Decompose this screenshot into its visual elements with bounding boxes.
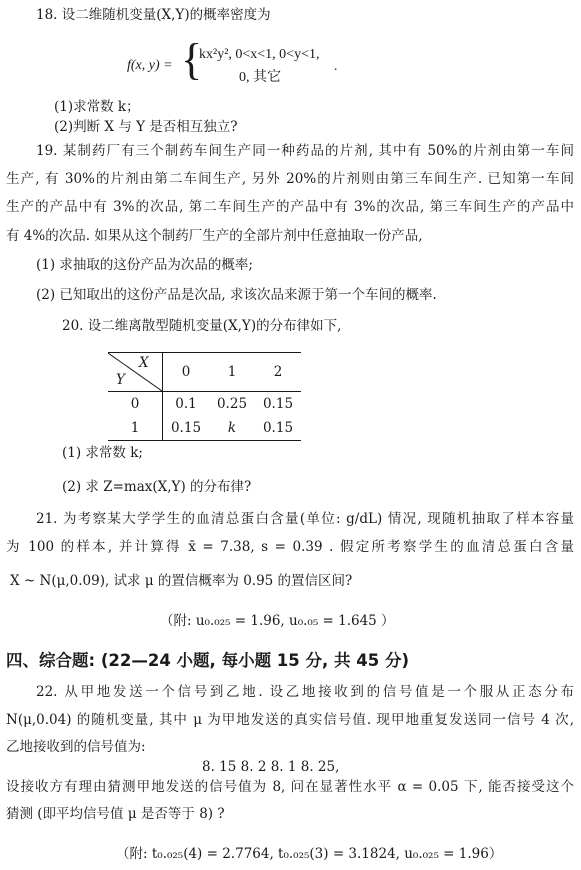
q21-line1: 21. 为考察某大学学生的血清总蛋白含量(单位: g/dL) 情况, 现随机抽取了样本容量 [36,511,574,527]
y-value-1: 1 [108,416,163,441]
q18-title: 18. 设二维随机变量(X,Y)的概率密度为 [36,7,271,23]
section-heading: 四、综合题: (22—24 小题, 每小题 15 分, 共 45 分) [6,651,410,670]
q18-part1: (1)求常数 k； [54,99,140,115]
q20-part1: (1) 求常数 k; [62,445,143,461]
q22-line1: 22. 从甲地发送一个信号到乙地. 设乙地接收到的信号值是一个服从正态分布 [36,684,574,700]
table-cell: 0.15 [262,396,294,412]
table-cell: 0.15 [163,416,210,441]
table-row [108,416,301,441]
table-corner-cell [108,353,163,392]
q19-line1: 19. 某制药厂有三个制药车间生产同一种药品的片剂, 其中有 50%的片剂由第一车间 [36,143,574,159]
table-cell: k [209,416,255,441]
table-row [108,392,301,417]
q19-part2: (2) 已知取出的这份产品是次品, 求该次品来源于第一个车间的概率. [36,287,437,303]
q19-line3: 生产的产品中有 3%的次品, 第二车间生产的产品中有 3%的次品, 第三车间生产的产品中 [6,199,574,215]
x-value-0: 0 [163,353,210,392]
q18-fx: f(x, y) = [127,58,173,73]
q18-part2: (2)判断 X 与 Y 是否相互独立? [54,119,238,135]
q18-brace: { [181,35,203,84]
q22-values: 8. 15 8. 2 8. 1 8. 25, [202,759,340,775]
corner-x-label: X [139,355,149,371]
q22-note: （附: t₀.₀₂₅(4) = 2.7764, t₀.₀₂₅(3) = 3.1824, u₀.₀₂₅ = 1.96） [116,846,503,862]
q22-line4: 设接收方有理由猜测甲地发送的信号值为 8, 问在显著性水平 α = 0.05 下, 能否接受这个 [6,779,574,795]
table-cell: 0.1 [175,396,197,412]
q21-line3: X ~ N(μ,0.09), 试求 μ 的置信概率为 0.95 的置信区间? [10,573,353,589]
distribution-table [108,352,301,441]
q19-line4: 有 4%的次品. 如果从这个制药厂生产的全部片剂中任意抽取一份产品, [6,228,423,244]
q22-line3: 乙地接收到的信号值为: [6,739,146,755]
x-value-2: 2 [255,353,301,392]
q22-line2: N(μ,0.04) 的随机变量, 其中 μ 为甲地发送的真实信号值. 现甲地重复发送同一信号 4 次, [6,712,574,728]
q22-line5: 猜测 (即平均信号值 μ 是否等于 8) ? [6,806,225,822]
q19-line2: 生产, 有 30%的片剂由第二车间生产, 另外 20%的片剂则由第三车间生产. 已知第一车间 [6,171,574,187]
y-value-0: 0 [108,392,163,417]
q18-dot: . [334,58,338,73]
table-cell: 0.15 [255,416,301,441]
table-cell: 0.25 [216,396,248,412]
table-header-row [108,353,301,392]
corner-y-label: Y [116,372,125,388]
q21-line2: 为 100 的样本, 并计算得 x̄ = 7.38, s = 0.39 . 假定所考察学生的血清总蛋白含量 [6,539,574,555]
q18-case1: kx²y², 0<x<1, 0<y<1, [199,47,320,62]
q20-part2: (2) 求 Z=max(X,Y) 的分布律? [62,479,252,495]
x-value-1: 1 [209,353,255,392]
q18-case2: 0, 其它 [239,70,281,85]
q19-part1: (1) 求抽取的这份产品为次品的概率; [36,257,253,273]
q20-title: 20. 设二维离散型随机变量(X,Y)的分布律如下, [62,318,342,334]
q21-note: （附: u₀.₀₂₅ = 1.96, u₀.₀₅ = 1.645 ） [160,613,395,629]
